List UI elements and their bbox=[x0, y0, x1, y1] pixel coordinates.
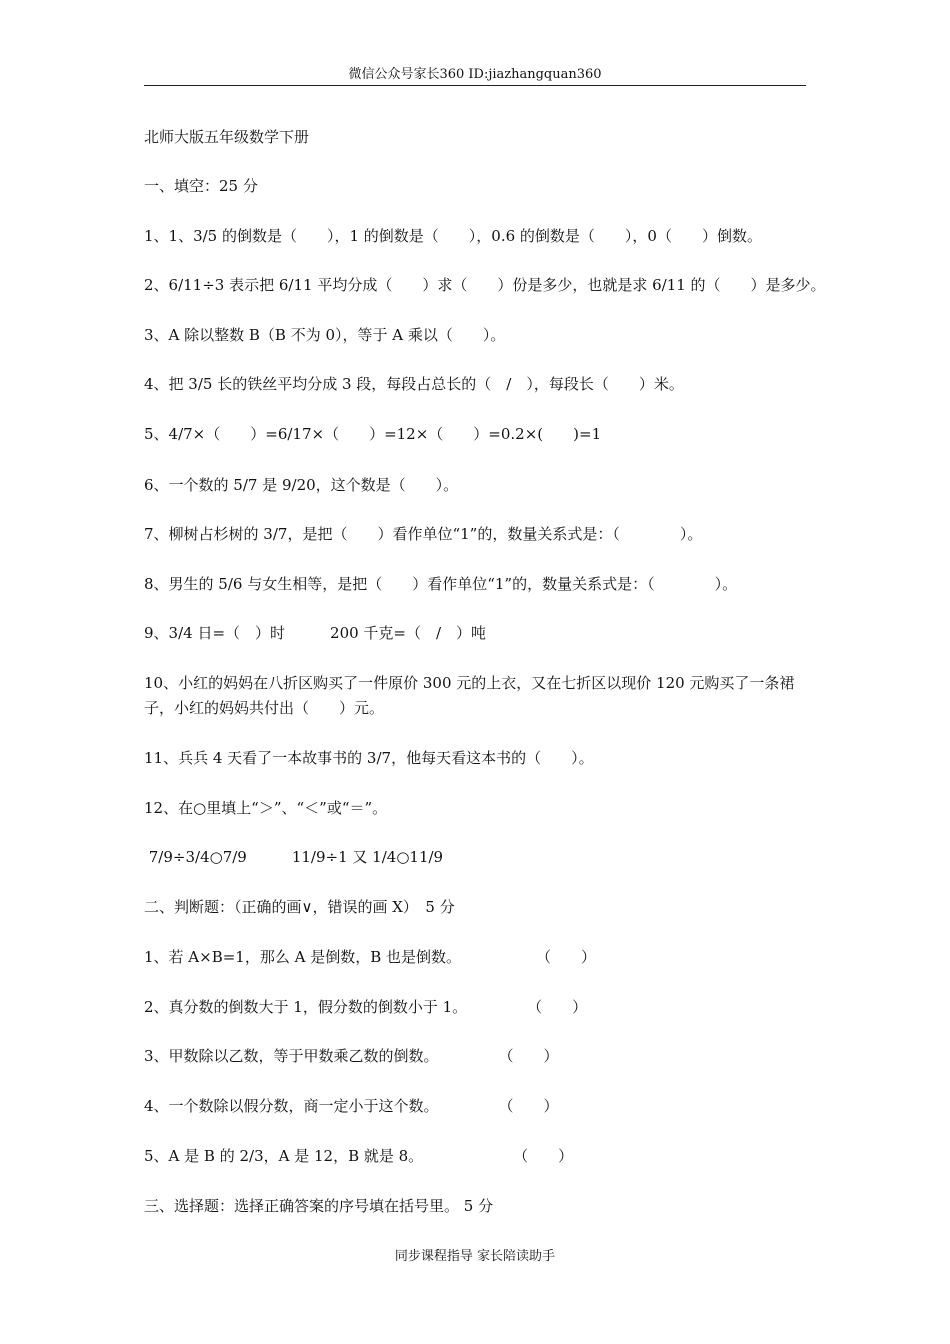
header-rule bbox=[144, 85, 806, 86]
question-1-9: 9、3/4 日=（ ）时 200 千克=（ / ）吨 bbox=[144, 624, 487, 642]
section-1-heading: 一、填空：25 分 bbox=[144, 177, 258, 195]
question-2-5: 5、A 是 B 的 2/3，A 是 12，B 就是 8。 （ ） bbox=[144, 1147, 574, 1165]
question-1-6: 6、一个数的 5/7 是 9/20，这个数是（ ）。 bbox=[144, 476, 459, 494]
question-1-10: 10、小红的妈妈在八折区购买了一件原价 300 元的上衣，又在七折区以现价 120 元购买了一条裙子，小红的妈妈共付出（ ）元。 bbox=[144, 674, 795, 717]
page-footer: 同步课程指导 家长陪读助手 bbox=[394, 1249, 556, 1264]
question-1-7: 7、柳树占杉树的 3/7，是把（ ）看作单位“1”的，数量关系式是：（ ）。 bbox=[144, 525, 703, 543]
question-2-3: 3、甲数除以乙数，等于甲数乘乙数的倒数。 （ ） bbox=[144, 1047, 559, 1065]
document-title: 北师大版五年级数学下册 bbox=[144, 128, 310, 146]
question-1-5: 5、4/7×（ ）=6/17×（ ）=12×（ ）=0.2×( )=1 bbox=[144, 425, 602, 443]
question-2-1: 1、若 A×B=1，那么 A 是倒数，B 也是倒数。 （ ） bbox=[144, 948, 597, 966]
question-1-4: 4、把 3/5 长的铁丝平均分成 3 段，每段占总长的（ / ），每段长（ ）米。 bbox=[144, 375, 684, 393]
question-1-8: 8、男生的 5/6 与女生相等，是把（ ）看作单位“1”的，数量关系式是：（ ）。 bbox=[144, 575, 738, 593]
question-2-4: 4、一个数除以假分数，商一定小于这个数。 （ ） bbox=[144, 1097, 559, 1115]
section-2-heading: 二、判断题：（正确的画∨，错误的画 X） 5 分 bbox=[144, 898, 455, 916]
question-1-3: 3、A 除以整数 B（B 不为 0），等于 A 乘以（ ）。 bbox=[144, 326, 506, 344]
question-1-11: 11、兵兵 4 天看了一本故事书的 3/7，他每天看这本书的（ ）。 bbox=[144, 749, 594, 767]
question-1-1: 1、1、3/5 的倒数是（ ），1 的倒数是（ ），0.6 的倒数是（ ），0（ ）倒数。 bbox=[144, 227, 762, 245]
question-1-12-items: 7/9÷3/4○7/9 11/9÷1 又 1/4○11/9 bbox=[144, 848, 444, 866]
page-header: 微信公众号家长360 ID:jiazhangquan360 bbox=[348, 67, 602, 82]
question-2-2: 2、真分数的倒数大于 1，假分数的倒数小于 1。 （ ） bbox=[144, 998, 588, 1016]
section-3-heading: 三、选择题：选择正确答案的序号填在括号里。 5 分 bbox=[144, 1197, 494, 1215]
question-1-2: 2、6/11÷3 表示把 6/11 平均分成（ ）求（ ）份是多少，也就是求 6/11 的（ ）是多少。 bbox=[144, 276, 826, 294]
question-1-12: 12、在○里填上“＞”、“＜”或“＝”。 bbox=[144, 799, 388, 817]
